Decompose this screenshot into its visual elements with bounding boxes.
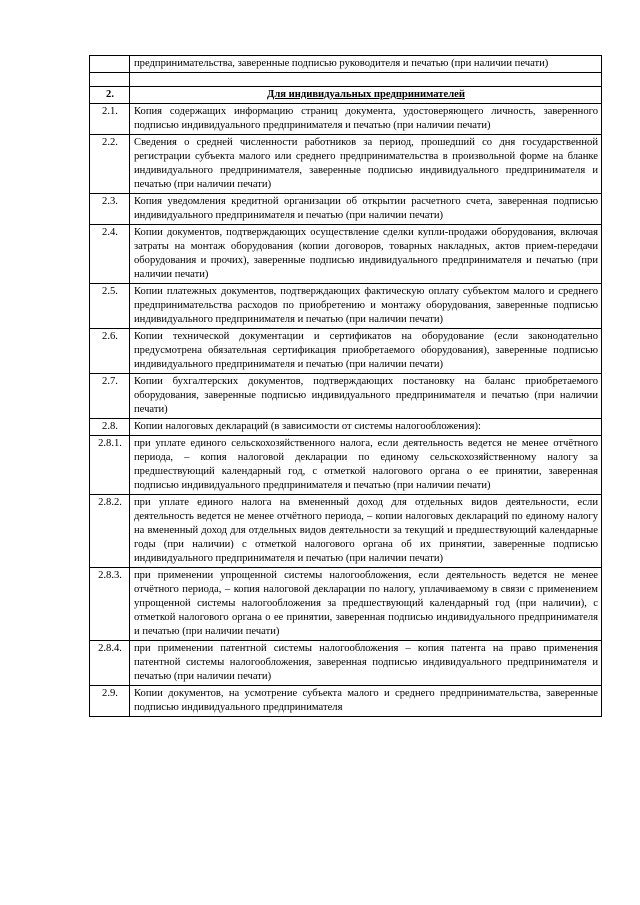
row-text: предпринимательства, заверенные подписью руководителя и печатью (при наличии печати) <box>130 56 602 73</box>
table-row <box>90 568 602 641</box>
row-number: 2.9. <box>90 686 130 717</box>
table-row <box>90 374 602 419</box>
documents-table <box>89 55 602 717</box>
row-text: при уплате единого налога на вмененный доход для отдельных видов деятельности, если деятельность ведется не менее отчётного периода, – копии налоговых деклараций по единому налогу на вмененный доход для отдельных видов деятельности за текущий и предшествующий календарные годы (при наличии) с отметкой налогового органа об их принятии, заверенные подписью индивидуального предпринимателя и печатью (при наличии печати) <box>130 495 602 568</box>
section-number: 2. <box>90 87 130 104</box>
row-number: 2.4. <box>90 225 130 284</box>
row-text: Копии технической документации и сертификатов на оборудование (если законодательно предусмотрена обязательная сертификация приобретаемого оборудования), заверенные подписью индивидуального предпринимателя и печатью (при наличии печати) <box>130 329 602 374</box>
row-number: 2.6. <box>90 329 130 374</box>
row-text: Копии платежных документов, подтверждающих фактическую оплату субъектом малого и среднего предпринимательства расходов по приобретению и монтажу оборудования, заверенные подписью индивидуального предпринимателя и печатью (при наличии печати) <box>130 284 602 329</box>
table-row <box>90 284 602 329</box>
table-row <box>90 56 602 73</box>
row-number-empty <box>90 73 130 87</box>
row-number: 2.8.3. <box>90 568 130 641</box>
table-row <box>90 419 602 436</box>
row-number: 2.8.2. <box>90 495 130 568</box>
row-text-empty <box>130 73 602 87</box>
row-text: Копии документов, на усмотрение субъекта малого и среднего предпринимательства, заверенные подписью индивидуального предпринимателя <box>130 686 602 717</box>
row-number: 2.5. <box>90 284 130 329</box>
row-text: Сведения о средней численности работников за период, прошедший со дня государственной регистрации субъекта малого или среднего предпринимательства в произвольной форме на бланке индивидуального предпринимателя, заверенные подписью индивидуального предпринимателя и печатью (при наличии печати) <box>130 135 602 194</box>
table-row <box>90 104 602 135</box>
row-text: Копии документов, подтверждающих осуществление сделки купли-продажи оборудования, включая затраты на монтаж оборудования (копии договоров, товарных накладных, актов прием-передачи оборудования и прочих), заверенные подписью индивидуального предпринимателя и печатью (при наличии печати) <box>130 225 602 284</box>
row-number: 2.2. <box>90 135 130 194</box>
row-number <box>90 56 130 73</box>
row-number: 2.8.4. <box>90 641 130 686</box>
section-title: Для индивидуальных предпринимателей <box>130 87 602 104</box>
row-text: Копии бухгалтерских документов, подтверждающих постановку на баланс приобретаемого оборудования, заверенные подписью индивидуального предпринимателя и печатью (при наличии печати) <box>130 374 602 419</box>
row-number: 2.8.1. <box>90 436 130 495</box>
table-row <box>90 641 602 686</box>
table-row-empty <box>90 73 602 87</box>
row-number: 2.8. <box>90 419 130 436</box>
table-row <box>90 225 602 284</box>
section-header-row <box>90 87 602 104</box>
table-row <box>90 329 602 374</box>
table-row <box>90 436 602 495</box>
row-number: 2.7. <box>90 374 130 419</box>
row-text: при применении патентной системы налогообложения – копия патента на право применения патентной системы налогообложения, заверенная подписью индивидуального предпринимателя и печатью (при наличии печати) <box>130 641 602 686</box>
row-number: 2.1. <box>90 104 130 135</box>
table-row <box>90 194 602 225</box>
row-text: Копии налоговых деклараций (в зависимости от системы налогообложения): <box>130 419 602 436</box>
table-row <box>90 686 602 717</box>
row-number: 2.3. <box>90 194 130 225</box>
row-text: Копия содержащих информацию страниц документа, удостоверяющего личность, заверенного подписью индивидуального предпринимателя и печатью (при наличии печати) <box>130 104 602 135</box>
row-text: при применении упрощенной системы налогообложения, если деятельность ведется не менее отчётного периода, – копия налоговой декларации по налогу, уплачиваемому в связи с применением упрощенной системы налогообложения за предшествующий календарный год (при наличии), с отметкой налогового органа о ее принятии, заверенная подписью индивидуального предпринимателя и печатью (при наличии печати) <box>130 568 602 641</box>
table-row <box>90 135 602 194</box>
table-row <box>90 495 602 568</box>
row-text: при уплате единого сельскохозяйственного налога, если деятельность ведется не менее отчётного периода, – копия налоговой декларации по единому сельскохозяйственному налогу за предшествующий календарный год, с отметкой налогового органа о ее принятии, заверенная подписью индивидуального предпринимателя и печатью (при наличии печати) <box>130 436 602 495</box>
row-text: Копия уведомления кредитной организации об открытии расчетного счета, заверенная подписью индивидуального предпринимателя и печатью (при наличии печати) <box>130 194 602 225</box>
